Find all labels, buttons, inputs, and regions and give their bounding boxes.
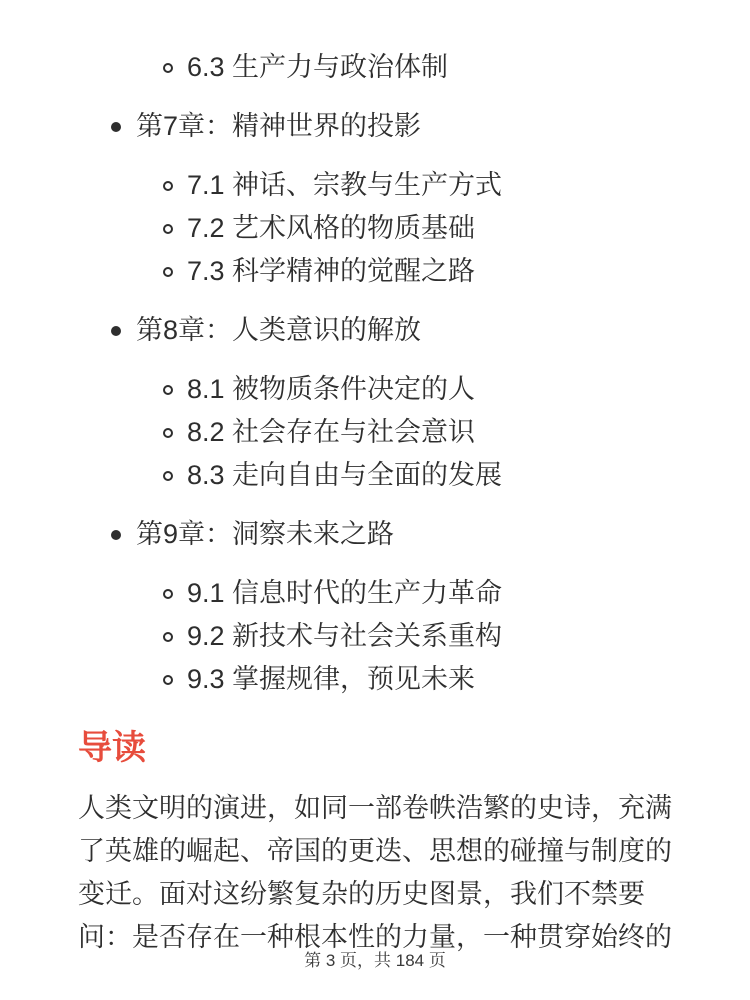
- toc-item-label: 8.3 走向自由与全面的发展: [187, 460, 503, 490]
- toc-item-label: 8.1 被物质条件决定的人: [187, 374, 476, 404]
- toc-chapter-7: [78, 105, 678, 293]
- toc-chapter-line: [78, 309, 678, 352]
- section-heading-daodu: 导读: [78, 729, 146, 767]
- circle-bullet-icon: [163, 471, 173, 481]
- toc-item-7-2: [78, 207, 678, 250]
- toc-chapter-label: 第7章：精神世界的投影: [136, 111, 422, 141]
- toc-item-9-3: [78, 658, 678, 701]
- toc-item-8-3: [78, 454, 678, 497]
- toc-item-label: 7.3 科学精神的觉醒之路: [187, 256, 476, 286]
- circle-bullet-icon: [163, 63, 173, 73]
- toc-item-9-2: [78, 615, 678, 658]
- toc-item-label: 6.3 生产力与政治体制: [187, 52, 449, 82]
- circle-bullet-icon: [163, 632, 173, 642]
- intro-paragraph: [78, 787, 678, 959]
- toc-item-label: 9.1 信息时代的生产力革命: [187, 578, 503, 608]
- toc-item-9-1: [78, 572, 678, 615]
- toc-item-7-3: [78, 250, 678, 293]
- toc-item-label: 7.1 神话、宗教与生产方式: [187, 170, 503, 200]
- circle-bullet-icon: [163, 267, 173, 277]
- toc-item-6-3: [78, 46, 678, 89]
- intro-paragraph-line: 了英雄的崛起、帝国的更迭、思想的碰撞与制度的: [78, 836, 672, 866]
- toc-item-label: 7.2 艺术风格的物质基础: [187, 213, 476, 243]
- circle-bullet-icon: [163, 589, 173, 599]
- toc-item-label: 9.2 新技术与社会关系重构: [187, 621, 503, 651]
- toc-chapter-7-items: [78, 164, 678, 293]
- disc-bullet-icon: [111, 530, 121, 540]
- toc-chapter-line: [78, 513, 678, 556]
- toc-chapter-label: 第9章：洞察未来之路: [136, 519, 395, 549]
- intro-paragraph-line: 变迁。面对这纷繁复杂的历史图景，我们不禁要: [78, 879, 645, 909]
- toc-chapter-9-items: [78, 572, 678, 701]
- circle-bullet-icon: [163, 385, 173, 395]
- toc-item-label: 9.3 掌握规律，预见未来: [187, 664, 476, 694]
- toc-item-7-1: [78, 164, 678, 207]
- toc-chapter-line: [78, 105, 678, 148]
- page-number-indicator: 第 3 页，共 184 页: [304, 951, 446, 970]
- intro-paragraph-line: 人类文明的演进，如同一部卷帙浩繁的史诗，充满: [78, 793, 672, 823]
- circle-bullet-icon: [163, 224, 173, 234]
- disc-bullet-icon: [111, 326, 121, 336]
- toc-chapter-8: [78, 309, 678, 497]
- toc-item-8-2: [78, 411, 678, 454]
- circle-bullet-icon: [163, 675, 173, 685]
- toc-item-8-1: [78, 368, 678, 411]
- toc-chapter-9: [78, 513, 678, 701]
- toc-chapter-label: 第8章：人类意识的解放: [136, 315, 422, 345]
- circle-bullet-icon: [163, 181, 173, 191]
- toc-item-label: 8.2 社会存在与社会意识: [187, 417, 476, 447]
- intro-paragraph-line: 问：是否存在一种根本性的力量，一种贯穿始终的: [78, 922, 672, 952]
- toc-chapter-8-items: [78, 368, 678, 497]
- circle-bullet-icon: [163, 428, 173, 438]
- table-of-contents: [78, 46, 678, 701]
- disc-bullet-icon: [111, 122, 121, 132]
